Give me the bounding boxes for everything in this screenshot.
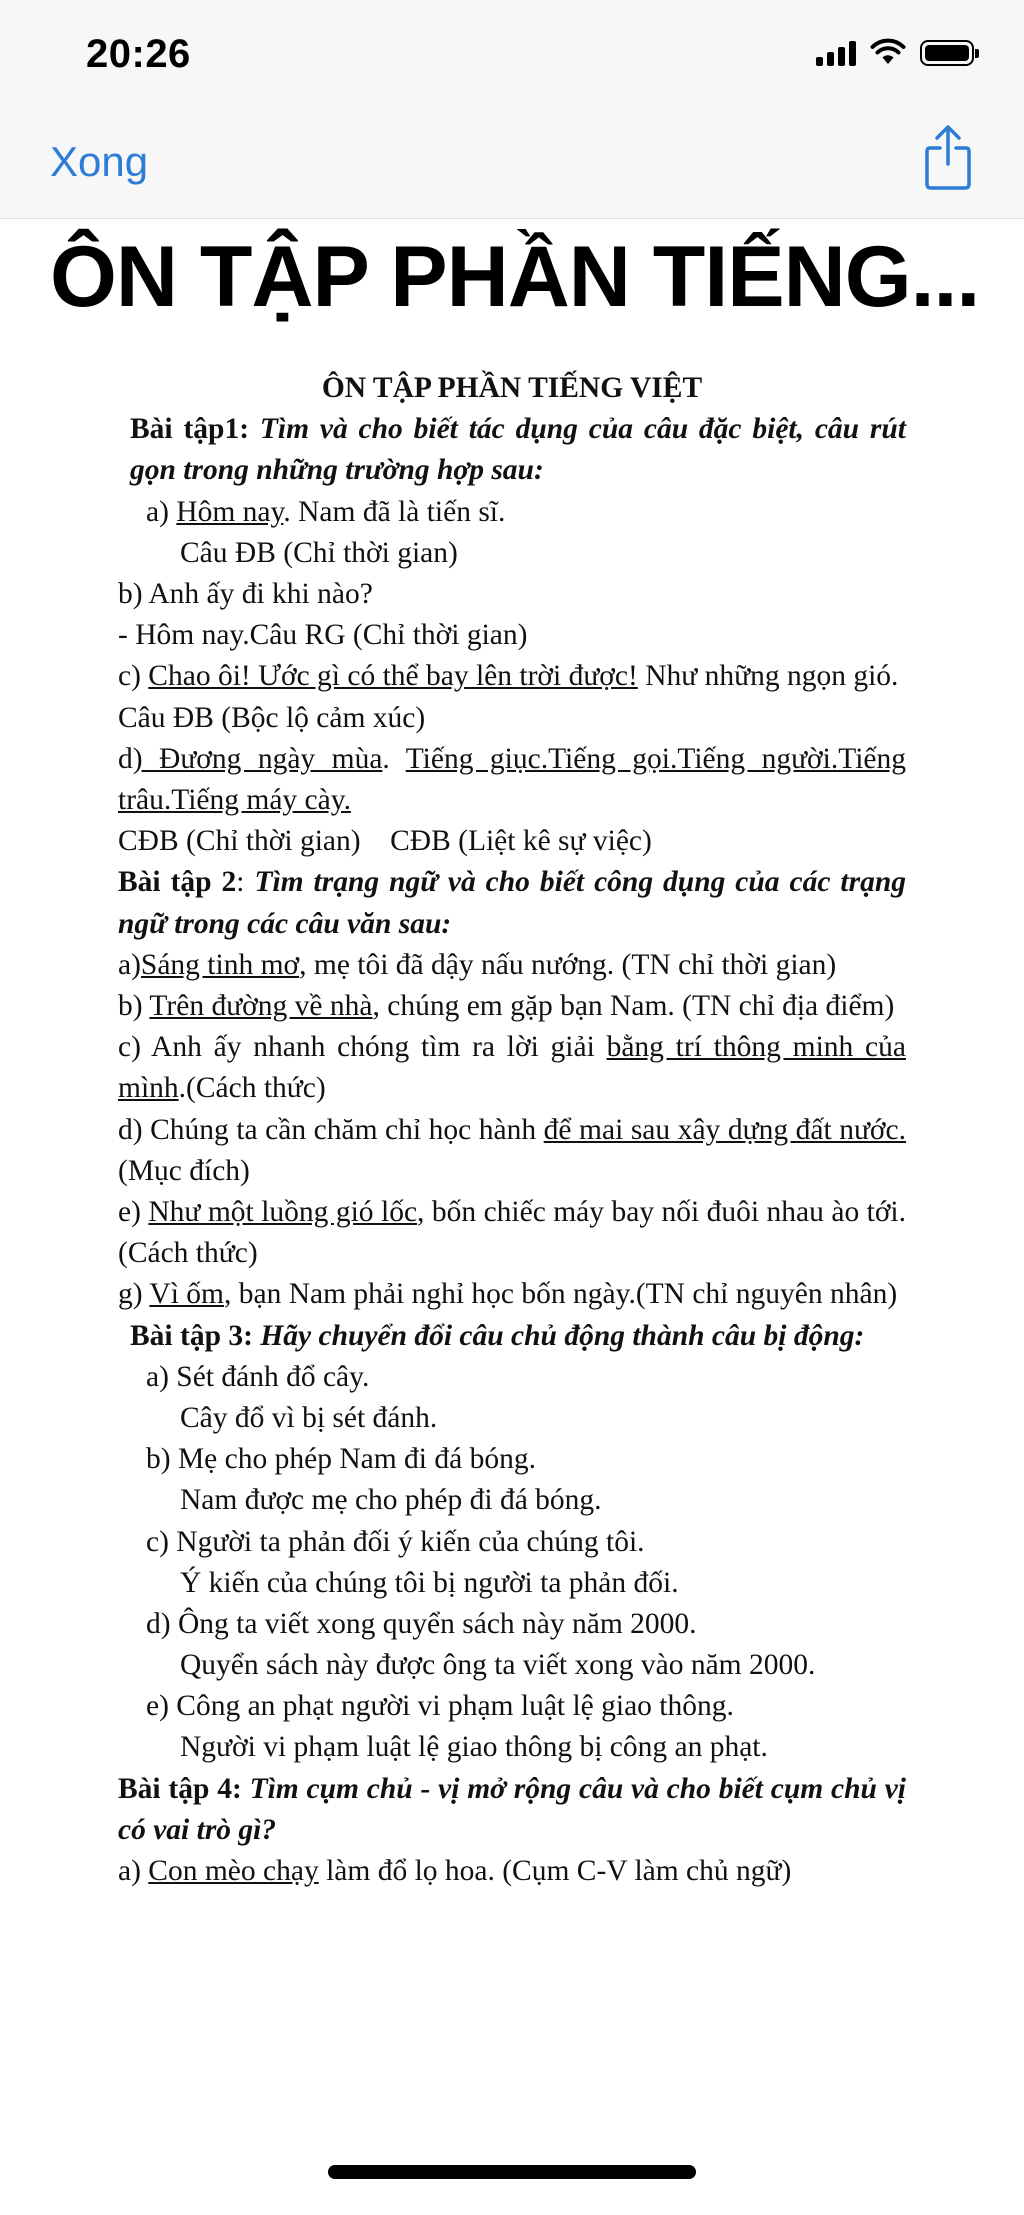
ex2-g: g) Vì ốm, bạn Nam phải nghỉ học bốn ngày.(TN chỉ nguyên nhân)	[118, 1278, 898, 1311]
ex1-b: b) Anh ấy đi khi nào?	[118, 577, 373, 610]
ex4-a: a) Con mèo chạy làm đổ lọ hoa. (Cụm C-V làm chủ ngữ)	[118, 1855, 792, 1888]
top-bar	[0, 0, 1024, 219]
ex4-prompt: Bài tập 4: Tìm cụm chủ - vị mở rộng câu và cho biết cụm chủ vị có vai trò gì?	[118, 1772, 906, 1846]
ex3-a: a) Sét đánh đổ cây.	[146, 1360, 370, 1393]
ex2-b: b) Trên đường về nhà, chúng em gặp bạn Nam. (TN chỉ địa điểm)	[118, 989, 895, 1022]
home-indicator[interactable]	[328, 2165, 696, 2179]
ex3-c-answer: Ý kiến của chúng tôi bị người ta phản đối.	[180, 1566, 679, 1599]
ex3-d: d) Ông ta viết xong quyển sách này năm 2000.	[146, 1607, 697, 1640]
ex1-a-note: Câu ĐB (Chỉ thời gian)	[180, 536, 458, 569]
ex2-prompt: Bài tập 2: Tìm trạng ngữ và cho biết công dụng của các trạng ngữ trong các câu văn sau:	[118, 866, 906, 940]
ex2-c: c) Anh ấy nhanh chóng tìm ra lời giải bằng trí thông minh của mình.(Cách thức)	[118, 1031, 906, 1105]
ex3-prompt: Bài tập 3: Hãy chuyển đổi câu chủ động thành câu bị động:	[130, 1319, 865, 1352]
ex3-b-answer: Nam được mẹ cho phép đi đá bóng.	[180, 1484, 602, 1517]
ex1-c: c) Chao ôi! Ước gì có thể bay lên trời được! Như những ngọn gió.	[118, 660, 899, 693]
ex3-e-answer: Người vi phạm luật lệ giao thông bị công an phạt.	[180, 1731, 768, 1764]
document-title: ÔN TẬP PHẦN TIẾNG...	[50, 229, 980, 325]
done-button[interactable]: Xong	[50, 138, 149, 185]
status-icons	[816, 38, 974, 66]
ex1-prompt: Bài tập1: Tìm và cho biết tác dụng của câu đặc biệt, câu rút gọn trong những trường hợp sau:	[130, 413, 906, 487]
ex3-a-answer: Cây đổ vì bị sét đánh.	[180, 1401, 438, 1434]
ex1-a: a) Hôm nay. Nam đã là tiến sĩ.	[146, 495, 506, 528]
ex2-d: d) Chúng ta cần chăm chỉ học hành để mai sau xây dựng đất nước. (Mục đích)	[118, 1113, 906, 1187]
ex1-d: d) Đương ngày mùa. Tiếng giục.Tiếng gọi.Tiếng người.Tiếng trâu.Tiếng máy cày.	[118, 742, 906, 816]
share-icon[interactable]	[924, 124, 972, 192]
wifi-icon	[870, 38, 906, 66]
ex3-b: b) Mẹ cho phép Nam đi đá bóng.	[146, 1443, 536, 1476]
ex1-c-note: Câu ĐB (Bộc lộ cảm xúc)	[118, 701, 426, 734]
doc-heading: ÔN TẬP PHẦN TIẾNG VIỆT	[321, 372, 703, 404]
document-body	[118, 368, 906, 1892]
ex3-d-answer: Quyển sách này được ông ta viết xong vào năm 2000.	[180, 1649, 816, 1682]
ex2-a: a)Sáng tinh mơ, mẹ tôi đã dậy nấu nướng. (TN chỉ thời gian)	[118, 948, 837, 981]
ex2-e: e) Như một luồng gió lốc, bốn chiếc máy bay nối đuôi nhau ào tới.(Cách thức)	[118, 1195, 907, 1270]
status-time: 20:26	[86, 32, 191, 76]
ex1-d-note: CĐB (Chỉ thời gian) CĐB (Liệt kê sự việc)	[118, 825, 652, 858]
ex3-e: e) Công an phạt người vi phạm luật lệ giao thông.	[146, 1690, 734, 1723]
ex3-c: c) Người ta phản đối ý kiến của chúng tôi.	[146, 1525, 645, 1558]
cellular-signal-icon	[816, 40, 856, 66]
ex1-b-answer: - Hôm nay.Câu RG (Chỉ thời gian)	[118, 619, 528, 652]
battery-icon	[920, 40, 974, 66]
